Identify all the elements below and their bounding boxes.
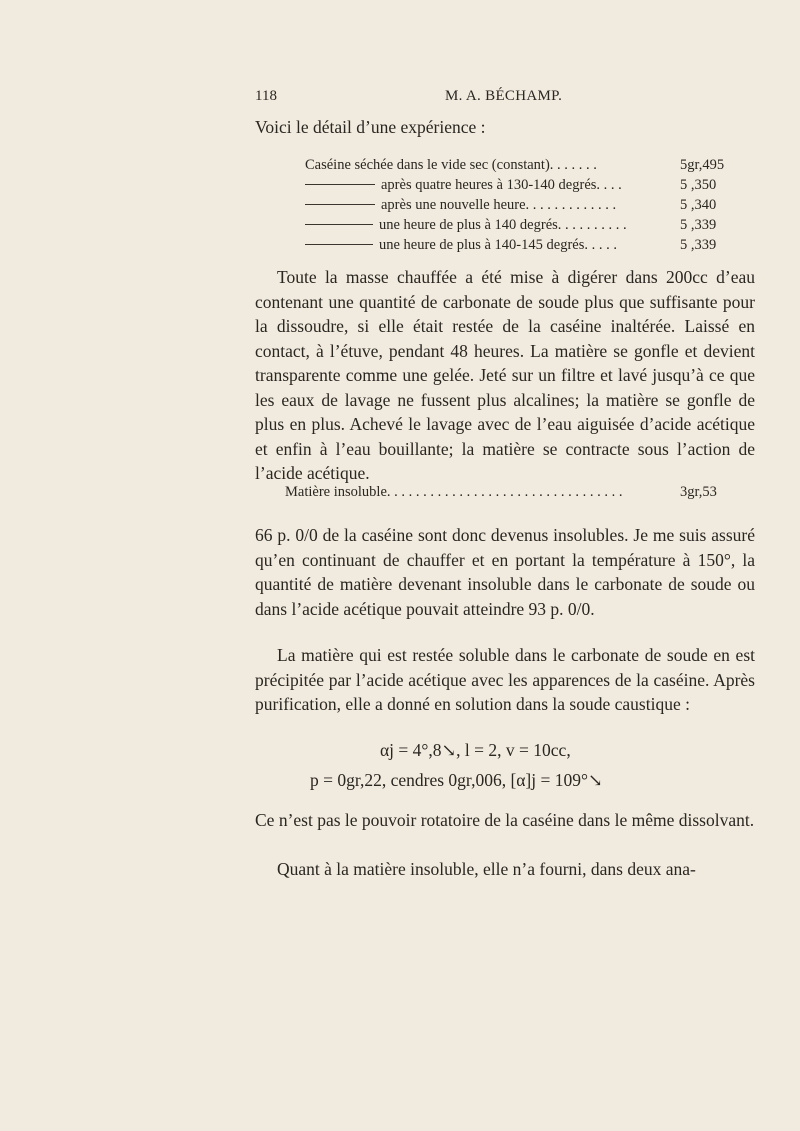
ditto-line	[305, 224, 373, 225]
insoluble-result	[285, 484, 755, 501]
row-label: une heure de plus à 140 degrés. . . . . . . . . .	[379, 217, 627, 233]
table-row	[305, 195, 755, 215]
row-value: 5 ,339	[680, 237, 717, 253]
page-number: 118	[255, 88, 277, 104]
row-value: 5 ,340	[680, 197, 717, 213]
row-label: après une nouvelle heure. . . . . . . . . . . . .	[381, 197, 617, 213]
ditto-line	[305, 244, 373, 245]
paragraph-digestion: Toute la masse chauffée a été mise à digérer dans 200cc d’eau contenant une quantité de carbonate de soude plus que suffisante pour la dissoudre, si elle était restée de la caséine inaltérée. Laissé en contact, à l’étuve, pendant 48 heures. La matière se gonfle et devient transparente comme une gelée. Jeté sur un filtre et lavé jusqu’à ce que les eaux de lavage ne fussent plus alcalines; la matière se gonfle de plus en plus. Achevé le lavage avec de l’eau aiguisée d’acide acétique et enfin à l’eau bouillante; la matière se contracte sous l’action de l’acide acétique.	[255, 267, 755, 483]
equation-specific-rotation: p = 0gr,22, cendres 0gr,006, [α]j = 109°↘	[310, 770, 603, 790]
row-label: Caséine séchée dans le vide sec (constant). . . . . . .	[305, 157, 597, 173]
row-label: une heure de plus à 140-145 degrés. . . . .	[379, 237, 617, 253]
paragraph-conclusion: Ce n’est pas le pouvoir rotatoire de la caséine dans le même dissolvant.	[255, 810, 755, 830]
ditto-line	[305, 204, 375, 205]
table-row	[305, 175, 755, 195]
table-row	[305, 235, 755, 255]
weight-table	[305, 155, 755, 255]
paragraph-continuation: Quant à la matière insoluble, elle n’a fourni, dans deux ana-	[277, 859, 696, 879]
table-row	[305, 155, 755, 175]
paragraph-soluble-matter: La matière qui est restée soluble dans le carbonate de soude en est précipitée par l’acide acétique avec les apparences de la caséine. Après purification, elle a donné en solution dans la soude caustique :	[255, 645, 755, 714]
row-value: 5 ,350	[680, 177, 717, 193]
row-value: 5gr,495	[680, 157, 725, 173]
running-title: M. A. BÉCHAMP.	[445, 88, 563, 104]
ditto-line	[305, 184, 375, 185]
row-label: après quatre heures à 130-140 degrés. . . .	[381, 177, 622, 193]
paragraph-insoluble-percent: 66 p. 0/0 de la caséine sont donc devenus insolubles. Je me suis assuré qu’en continuant de chauffer et en portant la température à 150°, la quantité de matière devenant insoluble dans le carbonate de soude ou dans l’acide acétique pouvait atteindre 93 p. 0/0.	[255, 525, 755, 619]
row-value: 5 ,339	[680, 217, 717, 233]
page-header	[255, 88, 755, 112]
intro-line: Voici le détail d’une expérience :	[255, 117, 486, 137]
equation-rotation: αj = 4°,8↘, l = 2, v = 10cc,	[380, 740, 571, 760]
insoluble-label: Matière insoluble. . . . . . . . . . . . . . . . . . . . . . . . . . . . . . . . .	[285, 484, 623, 500]
table-row	[305, 215, 755, 235]
insoluble-value: 3gr,53	[680, 484, 717, 500]
